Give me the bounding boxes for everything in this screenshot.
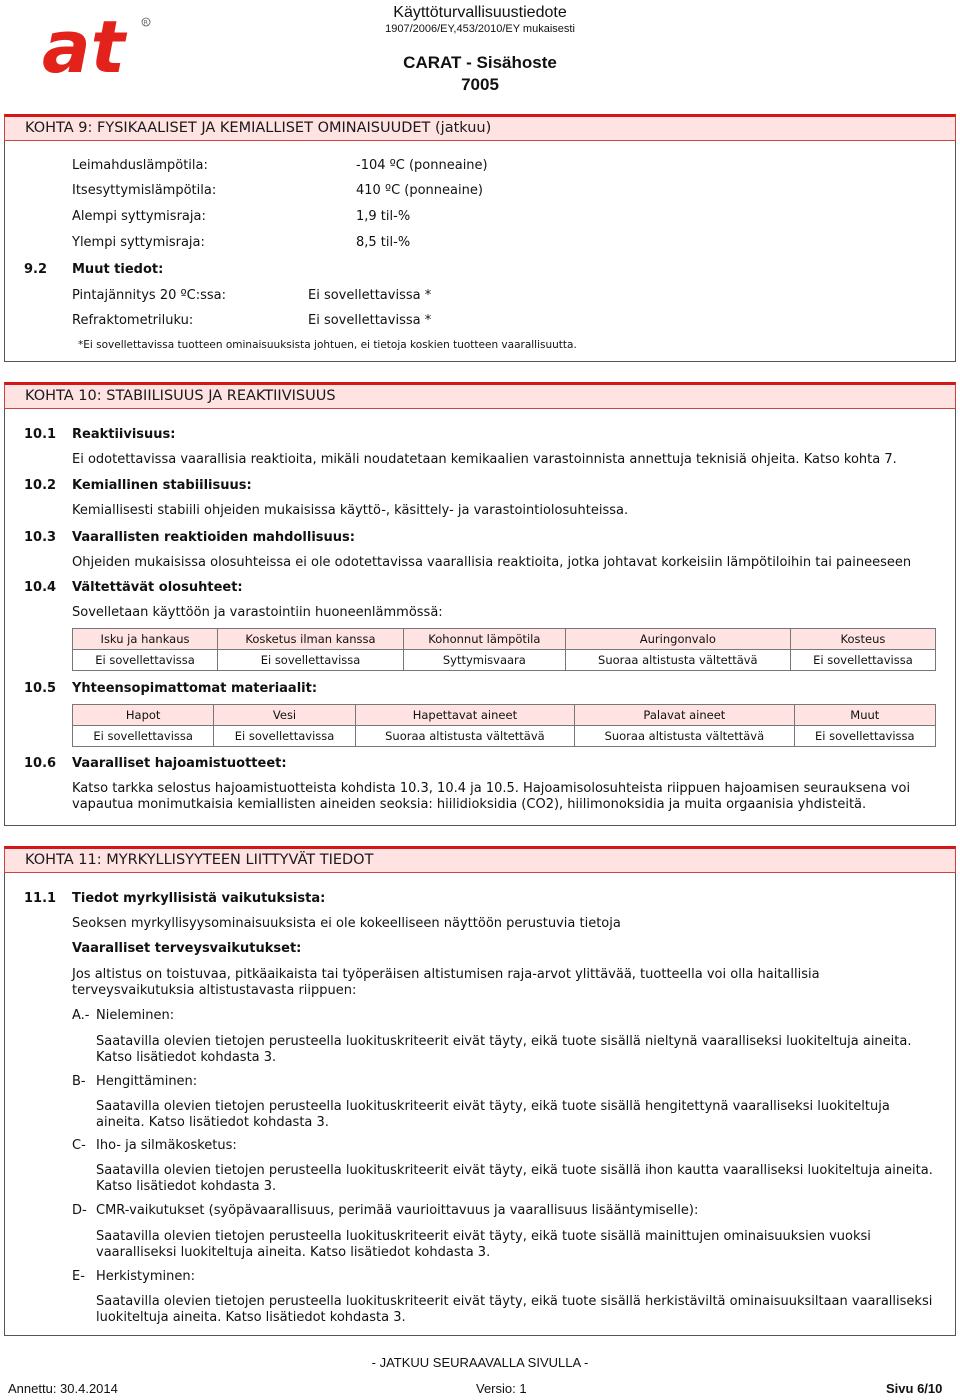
- subsection-number: 11.1: [24, 891, 57, 906]
- continue-note: - JATKUU SEURAAVALLA SIVULLA -: [371, 1355, 589, 1370]
- item-number: 10.3: [24, 530, 57, 545]
- section-9-title: KOHTA 9: FYSIKAALISET JA KEMIALLISET OMINAISUUDET (jatkuu): [25, 120, 492, 136]
- regulation: 1907/2006/EY,453/2010/EY mukaisesti: [385, 23, 575, 35]
- table-header-cell: Kohonnut lämpötila: [403, 629, 565, 650]
- section-11-header: [4, 846, 956, 873]
- page-number: Sivu 6/10: [886, 1381, 943, 1396]
- table-header-cell: Kosteus: [790, 629, 935, 650]
- product-name: CARAT - Sisähoste: [403, 53, 557, 72]
- subsection-title: Tiedot myrkyllisistä vaikutuksista:: [72, 891, 326, 906]
- item-number: 10.6: [24, 756, 57, 771]
- section-10-header: [4, 382, 956, 409]
- item-title: Vältettävät olosuhteet:: [72, 580, 243, 595]
- effect-letter: B-: [72, 1074, 86, 1089]
- other-value: Ei sovellettavissa *: [308, 288, 432, 303]
- item-title: Vaaralliset hajoamistuotteet:: [72, 756, 287, 771]
- table-cell: Ei sovellettavissa: [73, 650, 218, 671]
- prop-value: -104 ºC (ponneaine): [356, 158, 488, 173]
- effect-text: Saatavilla olevien tietojen perusteella luokituskriteerit eivät täyty, eikä tuote sisällä mainittujen ominaisuuksien vuoksi vaaralliseksi luokiteltuja aineita. Katso lisätiedot kohdasta 3.: [96, 1229, 871, 1260]
- section-9-header: [4, 114, 956, 141]
- item-number: 10.1: [24, 427, 57, 442]
- table-cell: Ei sovellettavissa: [218, 650, 404, 671]
- item-number: 10.5: [24, 681, 57, 696]
- table-header-cell: Hapettavat aineet: [355, 705, 574, 726]
- item-text: Ei odotettavissa vaarallisia reaktioita, mikäli noudatetaan kemikaalien varastoinnista annettuja teknisiä ohjeita. Katso kohta 7.: [72, 452, 897, 467]
- prop-label: Itsesyttymislämpötila:: [72, 183, 217, 198]
- table-row: [73, 650, 936, 671]
- table-header-cell: Isku ja hankaus: [73, 629, 218, 650]
- item-title: Reaktiivisuus:: [72, 427, 176, 442]
- materials-table: [72, 704, 936, 747]
- item-text: Sovelletaan käyttöön ja varastointiin huoneenlämmössä:: [72, 605, 443, 620]
- item-title: Vaarallisten reaktioiden mahdollisuus:: [72, 530, 355, 545]
- effect-text: Saatavilla olevien tietojen perusteella luokituskriteerit eivät täyty, eikä tuote sisällä nieltynä vaaralliseksi luokiteltuja aineita. Katso lisätiedot kohdasta 3.: [96, 1034, 912, 1065]
- svg-text:R: R: [143, 19, 148, 27]
- product-code: 7005: [461, 75, 499, 94]
- effect-title: Herkistyminen:: [96, 1269, 195, 1284]
- product-info: [380, 52, 580, 96]
- version: Versio: 1: [476, 1381, 527, 1396]
- effect-letter: E-: [72, 1269, 85, 1284]
- effect-title: Nieleminen:: [96, 1008, 175, 1023]
- other-value: Ei sovellettavissa *: [308, 313, 432, 328]
- table-cell: Ei sovellettavissa: [794, 726, 935, 747]
- table-cell: Ei sovellettavissa: [73, 726, 214, 747]
- section-11-title: KOHTA 11: MYRKYLLISYYTEEN LIITTYVÄT TIEDOT: [25, 852, 374, 868]
- item-title: Kemiallinen stabiilisuus:: [72, 478, 252, 493]
- table-cell: Syttymisvaara: [403, 650, 565, 671]
- issued-date: Annettu: 30.4.2014: [8, 1381, 118, 1396]
- prop-value: 1,9 til-%: [356, 209, 411, 224]
- effect-text: Saatavilla olevien tietojen perusteella luokituskriteerit eivät täyty, eikä tuote sisällä herkistäviltä ominaisuuksiltaan vaaralliseksi luokiteltuja aineita. Katso lisätiedot kohdasta 3.: [96, 1294, 933, 1325]
- table-header-row: [73, 629, 936, 650]
- table-header-cell: Palavat aineet: [575, 705, 794, 726]
- table-header-row: [73, 705, 936, 726]
- effect-letter: C-: [72, 1138, 86, 1153]
- table-header-cell: Vesi: [214, 705, 355, 726]
- prop-label: Ylempi syttymisraja:: [72, 235, 205, 250]
- subsection-title: Muut tiedot:: [72, 262, 164, 277]
- health-text: Jos altistus on toistuvaa, pitkäaikaista tai työperäisen altistumisen raja-arvot ylittävää, tuotteella voi olla haitallisia terveysvaikutuksia altistustavasta riippuen:: [72, 967, 820, 998]
- table-cell: Suoraa altistusta vältettävä: [565, 650, 790, 671]
- prop-label: Alempi syttymisraja:: [72, 209, 206, 224]
- conditions-table: [72, 628, 936, 671]
- brand-text: at: [42, 14, 126, 80]
- item-text: Kemiallisesti stabiili ohjeiden mukaisissa käyttö-, käsittely- ja varastointiolosuhteissa.: [72, 503, 629, 518]
- doc-title: Käyttöturvallisuustiedote: [393, 4, 567, 21]
- prop-value: 410 ºC (ponneaine): [356, 183, 483, 198]
- table-cell: Ei sovellettavissa: [214, 726, 355, 747]
- item-number: 10.4: [24, 580, 57, 595]
- effect-letter: D-: [72, 1203, 87, 1218]
- footnote: *Ei sovellettavissa tuotteen ominaisuuksista johtuen, ei tietoja koskien tuotteen vaarallisuutta.: [78, 339, 577, 351]
- effect-title: CMR-vaikutukset (syöpävaarallisuus, perimää vaurioittavuus ja vaarallisuus lisääntymiselle):: [96, 1203, 699, 1218]
- table-cell: Suoraa altistusta vältettävä: [575, 726, 794, 747]
- item-title: Yhteensopimattomat materiaalit:: [72, 681, 318, 696]
- at-logo: [42, 14, 152, 80]
- effect-title: Hengittäminen:: [96, 1074, 198, 1089]
- intro-text: Seoksen myrkyllisyysominaisuuksista ei ole kokeelliseen näyttöön perustuvia tietoja: [72, 916, 621, 931]
- table-header-cell: Hapot: [73, 705, 214, 726]
- table-header-cell: Kosketus ilman kanssa: [218, 629, 404, 650]
- table-cell: Ei sovellettavissa: [790, 650, 935, 671]
- table-header-cell: Muut: [794, 705, 935, 726]
- prop-value: 8,5 til-%: [356, 235, 411, 250]
- table-cell: Suoraa altistusta vältettävä: [355, 726, 574, 747]
- item-text: Ohjeiden mukaisissa olosuhteissa ei ole odotettavissa vaarallisia reaktioita, jotka johtavat korkeisiin lämpötiloihin tai paineeseen: [72, 555, 912, 570]
- effect-text: Saatavilla olevien tietojen perusteella luokituskriteerit eivät täyty, eikä tuote sisällä hengitettynä vaaralliseksi luokiteltuja aineita. Katso lisätiedot kohdasta 3.: [96, 1099, 890, 1130]
- table-row: [73, 726, 936, 747]
- effect-title: Iho- ja silmäkosketus:: [96, 1138, 237, 1153]
- table-header-cell: Auringonvalo: [565, 629, 790, 650]
- other-label: Refraktometriluku:: [72, 313, 194, 328]
- item-number: 10.2: [24, 478, 57, 493]
- effect-text: Saatavilla olevien tietojen perusteella luokituskriteerit eivät täyty, eikä tuote sisällä ihon kautta vaaralliseksi luokiteltuja aineita. Katso lisätiedot kohdasta 3.: [96, 1163, 933, 1194]
- other-label: Pintajännitys 20 ºC:ssa:: [72, 288, 226, 303]
- section-10-title: KOHTA 10: STABIILISUUS JA REAKTIIVISUUS: [25, 388, 336, 404]
- subsection-number: 9.2: [24, 262, 48, 277]
- health-title: Vaaralliset terveysvaikutukset:: [72, 941, 302, 956]
- item-text: Katso tarkka selostus hajoamistuotteista kohdista 10.3, 10.4 ja 10.5. Hajoamisolosuhteista riippuen hajoamisen seurauksena voi vapautua monimutkaisia kemiallisten aineiden seoksia: hiilidioksidia (CO2), hiilimonoksidia ja muita orgaanisia yhdisteitä.: [72, 781, 911, 812]
- prop-label: Leimahduslämpötila:: [72, 158, 208, 173]
- effect-letter: A.-: [72, 1008, 90, 1023]
